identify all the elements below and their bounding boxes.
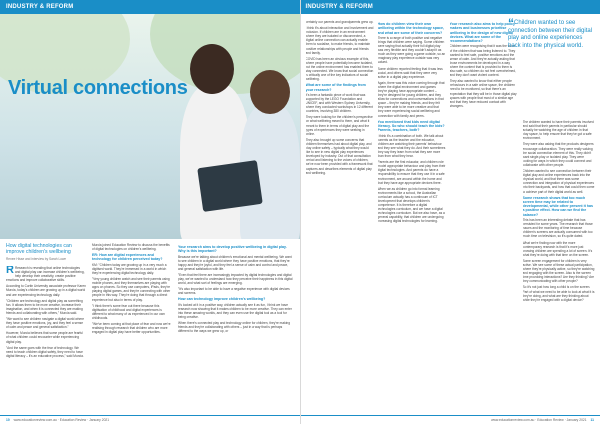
article-byline: Renee Hisse and interview by Sarah Lowe xyxy=(6,257,67,261)
column-1: certainly our parents and grandparents grew up. I think it's about interaction and involvement and inclusion. If children are in an environment where they are isolated or disconnected, a digital online connection can actually enable them to socialise, to make friends, to maintain positive relationships with people and friends and family. COVID has been an obvious example of this, where people have potentially become isolated, but the online environment has enabled them to stay connected. We know that social connection is critically one of the key indicators of social wellbeing. What are some of the findings from your research? It's been a fantastic piece of work that was supported by the LEGO Foundation and UNICEF, and with Western Sydney University, where they conducted workshops in 12 different countries, involving 380 children. They were looking for the children's perspective on what wellbeing meant to them, and what it meant to them in terms of digital play and the types of experiences they were seeking in online. They also brought up some concerns that children themselves had about digital play, and play online safety – typically what they would like to see in new digital play experiences developed by industry. Out of that consultation period and listening to the voices of children, we've now been provided with a framework that captures and describes elements of digital play and wellbeing. xyxy=(305,20,374,175)
page-number: 11 xyxy=(590,418,594,422)
child-head xyxy=(250,70,290,114)
page-footer-right: www.educationreview.com.au · Education Review · January 2021 11 xyxy=(301,415,600,424)
child-head xyxy=(190,44,234,94)
column-2: Murcia joined Education Review to discuss the benefits of digital technologies on children's wellbeing. ER: How are digital experiences and technology for children perceived today? KM: "Children today are growing up in a very much a digitised world. They're immersed in a world in which they're experiencing digital technology daily. "Very young children watch and see their parents using mobile phones, and they themselves are playing with apps on phones. So they use computers, iPads, they're playing digital games, and they're connecting with other people in this way. They're doing that through a direct experience but also in terms of play. "I think there's some fear out there because this digitisation of childhood and digital experiences is different to what many of us experienced in our own childhoods. "We've been coming at that place of fear and now we're realising through research that children who are more engaged in digital play have better opportunities. xyxy=(92,243,171,335)
page-number: 10 xyxy=(6,418,10,422)
tablet-device xyxy=(197,160,263,212)
column-1: R Research is revealing that online technologies and digital play can increase children's wellbeing, help develop their creativity, create positive emotions and improve collaborative skills. According to Curtin University associate professor Karen Murcia, today's children are growing up in a digital world and are experiencing technology daily. "Children are technology and digital play as something fun. It allows them to be more creative, increase their imagination, and when it is connected they are making friends and collaborating with others," Murcia said. "We want to see children navigate a digital world where they have positive emotions, joy, and they feel a sense of calm and peace and general satisfaction." However, Murcia believes that some people are fearful of what children could encounter while experiencing digital play. "And the same goes with the fear of technology. We need to teach children digital safety, they need to have digital literacy – it's an educative process," said Murcia. xyxy=(6,266,86,358)
column-3: Your research aims to develop positive wellbeing in digital play. Why is this important? Because we're talking about children's emotional and mental wellbeing. We want to see children in a digital world where they have positive emotions, that they're happy and they're joyful, and they feel a sense of calm and control and peace, and general satisfaction with life. "Even that feel there are increasingly impacted by digital technologies and digital play, we've wanted to understand how they perceive their happiness in this digital world, and what sort of feelings are emerging. "It's also important to be able to have a negative experience with digital devices and screens. How can technology improve children's wellbeing? It's looked at it in a positive way, children actually see it as fun, I think we have research now showing that it makes children to be more creative. They can enter into these amazing worlds, and they can even use the digital tool as a tool for being creative. When there's connected play and technology online for children, they're making friends and they're collaborating with others – just in a way that is perhaps different to the ways we grew up, or xyxy=(178,245,293,334)
section-header-left: INDUSTRY & REFORM xyxy=(0,0,300,14)
column-4: The children wanted to have their parents involved and said that their parents in particular should actually be watching the age of children in that play space, to help ensure that they've got a safe environment. They were also asking that the products designers encourage collaboration. They were really valuing the social connection element of this. They didn't want single-play or isolated play. They were looking for ways in which they could connect and collaborate with other people. Children wanted to see connection between their digital play and online experiences back into the physical world, and that there was some connection and integration of physical experiences into their backyards, and how that could then come to achieve part of their digital world as well. Some research shows that too much screen time may be related to developmental, while other present it has a positive effect. How can we find the balance? This has been an interesting debate that has persisted for some years. The research that those issues and the monitoring of time because children's screens are actually consumed with too much time on television, so it's quite dated. What we're finding now with the more contemporary research is that it's more just knowing children are spending a lot of screen. It's what they're doing with that time on the screen. Some screen engagement for children is very active. We see some of these actual participation, where they're physically active, so they're watching and engaging with the screen. Also is the screen time provoking interactions? Are they thinking? Are they communicating with other people? So it's not just how long a child is on the screen. Part of what we need to be able to look at what it is they're doing, and what are they thinking about while they're engaged with a digital device? xyxy=(522,120,595,302)
article-title: Virtual connections xyxy=(8,77,188,99)
quote-mark-icon: “ xyxy=(508,16,514,30)
column-2: How do children view their own wellbeing within the technology space, and what are some of their concerns? There is a range of both positive and negative things that children were saying. Some children were saying that actually their full digital play was very flexible and they couldn't adapt it as much as they were going a game outside, so an imaginary play experience outside was very valued. Some children reported feeling that it was less social, and others said that they were very active in a digital play experience. Again, there was this voice coming through that where the digital environment and games they're playing have appropriate content – they're designed for young children, and they allow for connections and conversations in that space – they're making friends, and they felt they were able to be more creative and that they were experiencing social wellbeing and connection with family and peers. You mentioned that kids need digital literacy. So who should teach the kids? Parents, teachers, both? I think it's a combination of both. We talk about parents as the teacher and the educator, children are watching their parents' behaviour and they see what they do. And their sometimes they say they learn from what they see more than from what they hear. Parents are the first educator, and children role model appropriate behaviour and play from their digital technologies. And parents do have a responsibility to ensure that they use it in a safe environment, are around within the home and that they have age appropriate devices there. When we as children go into formal learning environments like a school, the Australian curriculum actually has a continuum of ICT development that develops children's competence. It is therefore a digital technologies curriculum, and we have a digital technologies curriculum. But we also have, as a general capability, that children are undergoing increasing digital technologies for learning. xyxy=(377,22,446,224)
right-page xyxy=(301,0,600,424)
article-subtitle: How digital technologies can improve children's wellbeing xyxy=(6,243,72,256)
pull-quote: “Children wanted to see connection between their digital play and online experiences back into the physical world. xyxy=(508,16,593,49)
hero-photo xyxy=(0,14,300,239)
drop-cap: R xyxy=(6,266,14,276)
page-footer-left: 10 www.educationreview.com.au · Education Review · January 2021 xyxy=(0,415,300,424)
column-3: Your research also aims to help policy makers and businesses prioritise wellbeing in the design of new digital devices. What are some of the recommendations? Children were recognising that it was the voice of the children that was being listened to. They wanted to feel safe, positive emotions and the sense of calm. And they're actually asking that those environments be developed in a way where the content that is provided to them is also safe, so children do not feel overwhelmed, and they don't want violent content. They also wanted to know that either people behaviours in a safe online space, the children need to be monitored, so that there's an expectation that they will be in those digital play spaces with people that most of a similar age and that they have reduced contact with strangers. xyxy=(449,22,517,108)
section-header-right: INDUSTRY & REFORM xyxy=(301,0,600,14)
